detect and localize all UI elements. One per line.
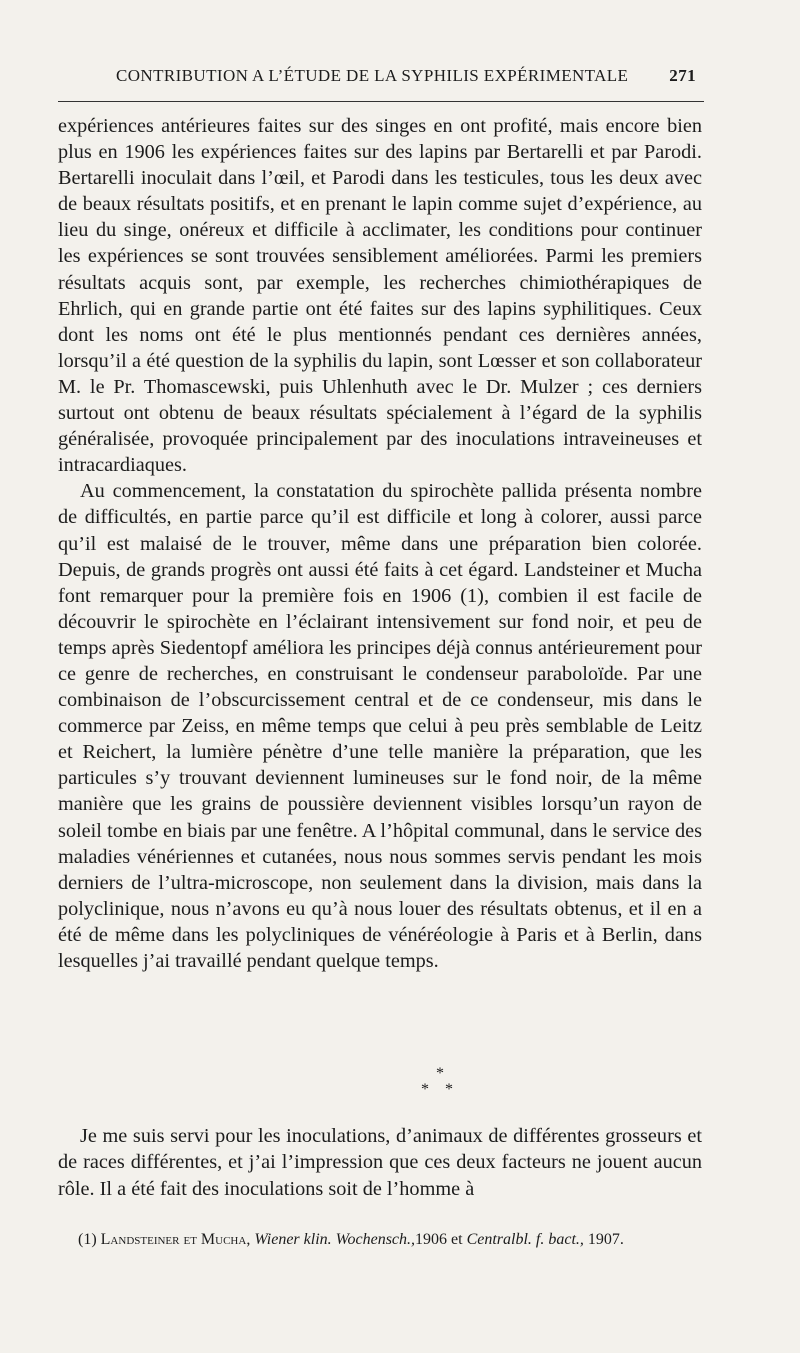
paragraph-1: expériences antérieures faites sur des singes en ont profité, mais encore bien plus en 1906 les expériences faites sur des lapins par Bertarelli et par Parodi. Bertarelli inoculait dans l’œil, et Parodi dans les testicules, tous les deux avec de beaux résultats positifs, et en prenant le lapin comme sujet d’expérience, au lieu du singe, onéreux et difficile à acclimater, les conditions pour continuer les expériences se sont trouvées sensiblement améliorées. Parmi les premiers résultats acquis sont, par exemple, les recherches chimiothérapiques de Ehrlich, qui en grande partie ont été faites sur des lapins syphilitiques. Ceux dont les noms ont été le plus mentionnés pendant ces dernières années, lorsqu’il a été question de la syphilis du lapin, sont Lœsser et son collaborateur M. le Pr. Thomascewski, puis Uhlenhuth avec le Dr. Mulzer ; ces derniers surtout ont obtenu de beaux résultats spécialement à l’égard de la syphilis généralisée, provoquée principalement par des inoculations intraveineuses et intracardiaques.	[58, 115, 702, 477]
page-number: 271	[669, 66, 696, 85]
section-break-asterism	[0, 1066, 800, 1098]
main-text	[58, 113, 702, 974]
footnote	[78, 1229, 708, 1251]
footnote-authors: Landsteiner et Mucha,	[100, 1231, 251, 1248]
footnote-marker: (1)	[78, 1231, 97, 1248]
paragraph-3: Je me suis servi pour les inoculations, d’animaux de différentes grosseurs et de races différentes, et j’ai l’impression que ces deux facteurs ne jouent aucun rôle. Il a été fait des inoculations soit de l’homme à	[58, 1125, 702, 1200]
footnote-journal-1: Wiener klin. Wochensch.,	[254, 1231, 416, 1248]
paragraph-2: Au commencement, la constatation du spirochète pallida présenta nombre de difficultés, en partie parce qu’il est difficile et long à colorer, aussi parce qu’il est malaisé de le trouver, même dans une préparation bien colorée. Depuis, de grands progrès ont aussi été faits à cet égard. Landsteiner et Mucha font remarquer pour la première fois en 1906 (1), combien il est facile de découvrir le spirochète en l’éclairant intensivement sur fond noir, et peu de temps après Siedentopf améliora les principes déjà connus antérieurement pour ce genre de recherches, en construisant le condenseur paraboloïde. Par une combinaison de l’obscurcissement central et de ce condenseur, mis dans le commerce par Zeiss, en même temps que celui à peu près semblable de Leitz et Reichert, la lumière pénètre d’une telle manière la préparation, que les particules s’y trouvant deviennent lumineuses sur le fond noir, de la même manière que les grains de poussière deviennent visibles lorsqu’un rayon de soleil tombe en biais par une fenêtre. A l’hôpital communal, dans le service des maladies vénériennes et cutanées, nous nous sommes servis pendant les mois derniers de l’ultra-microscope, non seulement dans la division, mais dans la polyclinique, nous n’avons eu qu’à nous louer des résultats obtenus, et il en a été de même dans les polycliniques de vénéréologie à Paris et à Berlin, dans lesquelles j’ai travaillé pendant quelque temps.	[58, 480, 702, 972]
footnote-journal-2: Centralbl. f. bact.,	[466, 1231, 584, 1248]
header-rule	[58, 101, 704, 102]
asterism-bottom: * *	[421, 1081, 459, 1098]
main-text-continued	[58, 1123, 702, 1202]
footnote-year-2: 1907.	[587, 1231, 624, 1248]
running-header	[0, 62, 800, 92]
running-title: CONTRIBUTION A L’ÉTUDE DE LA SYPHILIS EXPÉRIMENTALE	[116, 66, 629, 85]
footnote-year-1: 1906 et	[415, 1231, 463, 1248]
asterism-top: *	[436, 1065, 444, 1082]
